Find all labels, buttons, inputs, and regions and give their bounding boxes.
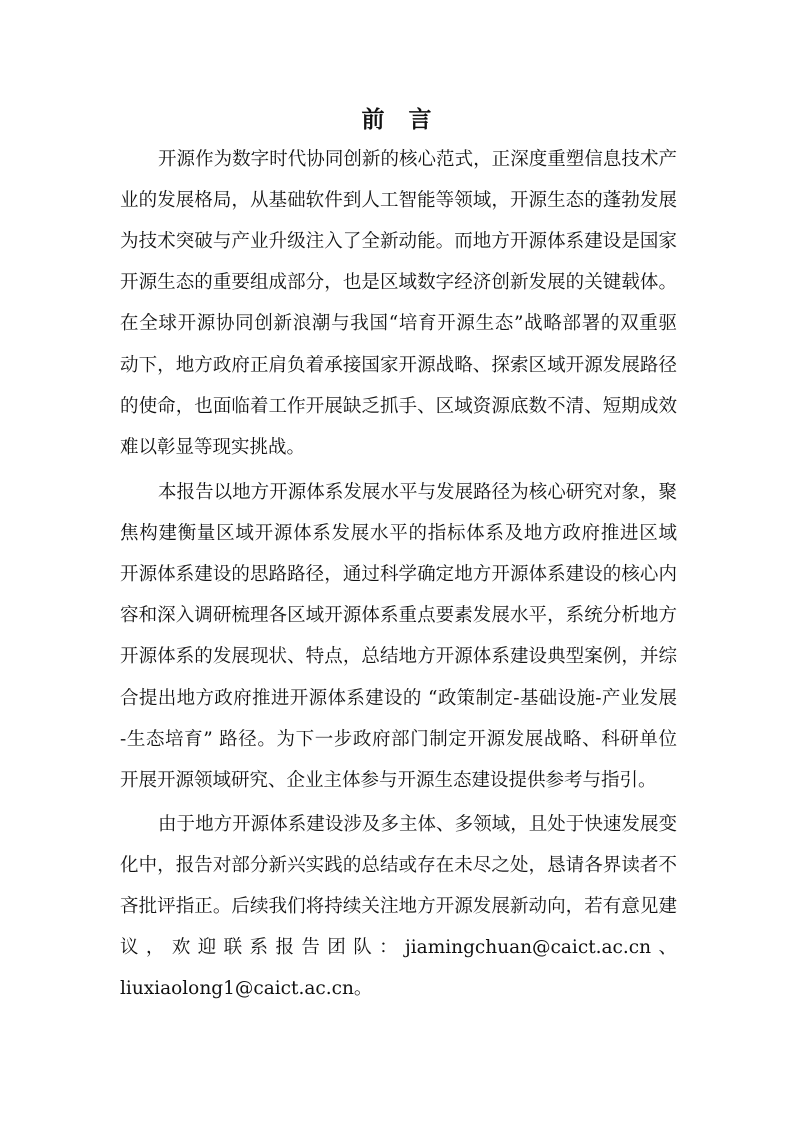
paragraph-2-line: 本报告以地方开源体系发展水平与发展路径为核心研究对象，聚 (158, 482, 677, 503)
paragraph-1-line: 动下，地方政府正肩负着承接国家开源战略、探索区域开源发展路径 (120, 354, 677, 376)
paragraph-1-line: 业的发展格局，从基础软件到人工智能等领域，开源生态的蓬勃发展 (120, 190, 677, 212)
paragraph-1-line: 开源作为数字时代协同创新的核心范式，正深度重塑信息技术产 (158, 149, 677, 170)
paragraph-2-line: 焦构建衡量区域开源体系发展水平的指标体系及地方政府推进区域 (120, 523, 677, 545)
paragraph-2-line: 开源体系建设的思路路径，通过科学确定地方开源体系建设的核心内 (120, 564, 677, 586)
paragraph-3-line: 由于地方开源体系建设涉及多主体、多领域，且处于快速发展变 (158, 814, 677, 835)
paragraph-3-line: 吝批评指正。后续我们将持续关注地方开源发展新动向，若有意见建 (120, 896, 677, 918)
paragraph-3-line: liuxiaolong1@caict.ac.cn。 (120, 978, 373, 1000)
paragraph-1-line: 为技术突破与产业升级注入了全新动能。而地方开源体系建设是国家 (120, 231, 677, 253)
paragraph-1-line: 开源生态的重要组成部分，也是区域数字经济创新发展的关键载体。 (120, 272, 677, 294)
paragraph-3-line: 化中，报告对部分新兴实践的总结或存在未尽之处，恳请各界读者不 (120, 855, 677, 877)
paragraph-2-line: 合提出地方政府推进开源体系建设的 “政策制定-基础设施-产业发展 (120, 687, 677, 709)
paragraph-1-line: 在全球开源协同创新浪潮与我国“培育开源生态”战略部署的双重驱 (120, 313, 677, 335)
paragraph-2-line: -生态培育” 路径。为下一步政府部门制定开源发展战略、科研单位 (120, 728, 677, 750)
paragraph-1-line: 难以彰显等现实挑战。 (120, 436, 306, 458)
paragraph-2-line: 开展开源领域研究、企业主体参与开源生态建设提供参考与指引。 (120, 769, 657, 791)
paragraph-1-line: 的使命，也面临着工作开展缺乏抓手、区域资源底数不清、短期成效 (120, 395, 677, 417)
paragraph-2-line: 容和深入调研梳理各区域开源体系重点要素发展水平，系统分析地方 (120, 605, 677, 627)
paragraph-3-line: 议，欢迎联系报告团队：jiamingchuan@caict.ac.cn、 (120, 937, 677, 959)
page-title: 前言 (361, 106, 456, 133)
paragraph-2-line: 开源体系的发展现状、特点，总结地方开源体系建设典型案例，并综 (120, 646, 677, 668)
